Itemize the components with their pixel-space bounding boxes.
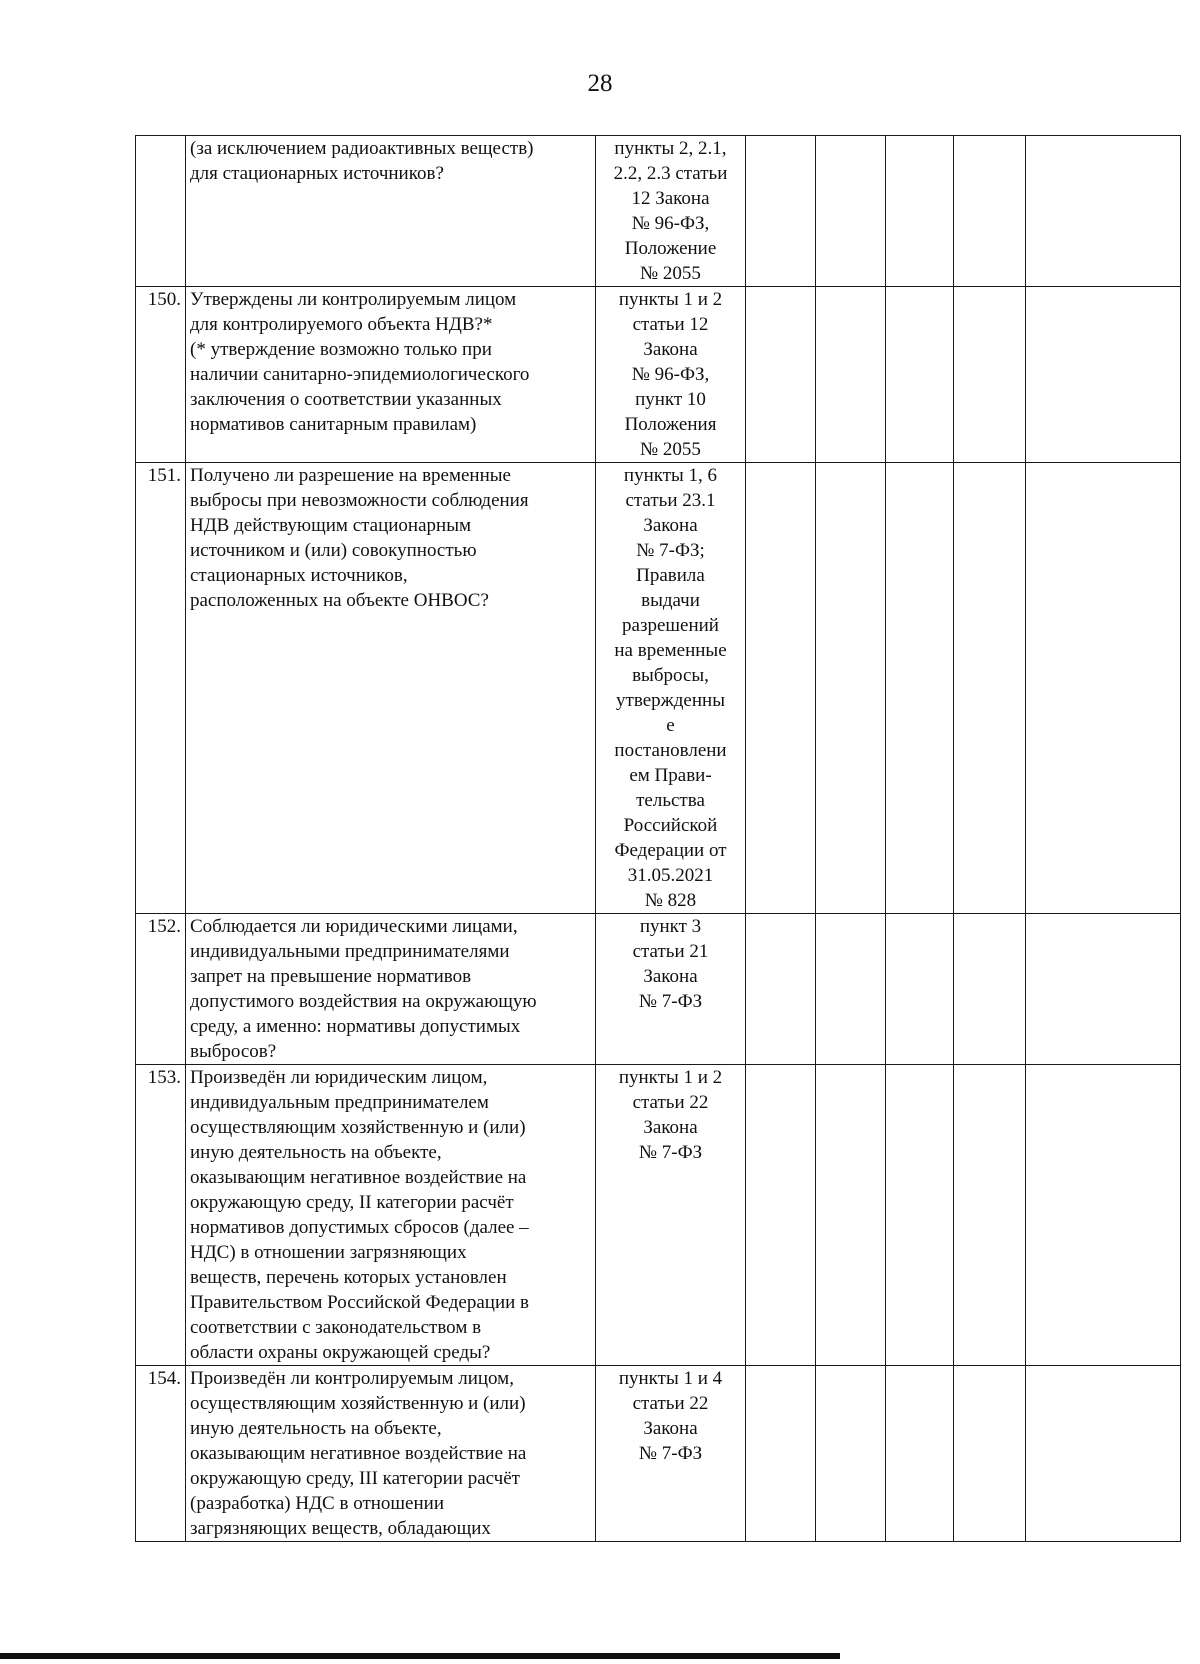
note-cell <box>1026 914 1181 1065</box>
answer-cell <box>746 136 816 287</box>
legal-reference: пункты 2, 2.1, 2.2, 2.3 статьи 12 Закона № 96-ФЗ, Положение № 2055 <box>596 136 746 287</box>
answer-cell <box>954 914 1026 1065</box>
requirement-question: Произведён ли контролируемым лицом, осуществляющим хозяйственную и (или) иную деятельность на объекте, оказывающим негативное воздействие на окружающую среду, III категории расчёт (разработка) НДС в отношении загрязняющих веществ, обладающих <box>186 1366 596 1542</box>
legal-reference: пункт 3 статьи 21 Закона № 7-ФЗ <box>596 914 746 1065</box>
answer-cell <box>886 1366 954 1542</box>
answer-cell <box>816 136 886 287</box>
table-row <box>136 1065 1181 1366</box>
row-number: 154. <box>136 1366 186 1542</box>
requirement-question: Произведён ли юридическим лицом, индивидуальным предпринимателем осуществляющим хозяйственную и (или) иную деятельность на объекте, оказывающим негативное воздействие на окружающую среду, II категории расчёт нормативов допустимых сбросов (далее – НДС) в отношении загрязняющих веществ, перечень которых установлен Правительством Российской Федерации в соответствии с законодательством в области охраны окружающей среды? <box>186 1065 596 1366</box>
row-number: 150. <box>136 287 186 463</box>
page-number: 28 <box>587 70 613 97</box>
answer-cell <box>886 1065 954 1366</box>
answer-cell <box>746 1366 816 1542</box>
answer-cell <box>816 463 886 914</box>
row-number: 153. <box>136 1065 186 1366</box>
requirement-question: Получено ли разрешение на временные выбросы при невозможности соблюдения НДВ действующим стационарным источником и (или) совокупностью стационарных источников, расположенных на объекте ОНВОС? <box>186 463 596 914</box>
answer-cell <box>886 136 954 287</box>
table-row <box>136 1366 1181 1542</box>
answer-cell <box>746 1065 816 1366</box>
answer-cell <box>954 1065 1026 1366</box>
requirement-question: Утверждены ли контролируемым лицом для контролируемого объекта НДВ?* (* утверждение возможно только при наличии санитарно-эпидемиологического заключения о соответствии указанных нормативов санитарным правилам) <box>186 287 596 463</box>
answer-cell <box>886 287 954 463</box>
legal-reference: пункты 1 и 2 статьи 12 Закона № 96-ФЗ, пункт 10 Положения № 2055 <box>596 287 746 463</box>
checklist-table <box>135 135 1181 1542</box>
answer-cell <box>816 1366 886 1542</box>
requirement-question: Соблюдается ли юридическими лицами, индивидуальными предпринимателями запрет на превышение нормативов допустимого воздействия на окружающую среду, а именно: нормативы допустимых выбросов? <box>186 914 596 1065</box>
answer-cell <box>954 1366 1026 1542</box>
legal-reference: пункты 1 и 4 статьи 22 Закона № 7-ФЗ <box>596 1366 746 1542</box>
answer-cell <box>954 136 1026 287</box>
answer-cell <box>746 287 816 463</box>
answer-cell <box>954 287 1026 463</box>
answer-cell <box>886 914 954 1065</box>
note-cell <box>1026 1065 1181 1366</box>
table-row <box>136 136 1181 287</box>
answer-cell <box>886 463 954 914</box>
answer-cell <box>816 1065 886 1366</box>
answer-cell <box>816 914 886 1065</box>
scan-edge-line <box>0 1653 840 1659</box>
row-number: 152. <box>136 914 186 1065</box>
answer-cell <box>746 914 816 1065</box>
requirement-question: (за исключением радиоактивных веществ) для стационарных источников? <box>186 136 596 287</box>
table-row <box>136 463 1181 914</box>
table-row <box>136 914 1181 1065</box>
row-number <box>136 136 186 287</box>
note-cell <box>1026 136 1181 287</box>
answer-cell <box>746 463 816 914</box>
answer-cell <box>816 287 886 463</box>
note-cell <box>1026 287 1181 463</box>
row-number: 151. <box>136 463 186 914</box>
table-row <box>136 287 1181 463</box>
note-cell <box>1026 1366 1181 1542</box>
answer-cell <box>954 463 1026 914</box>
legal-reference: пункты 1 и 2 статьи 22 Закона № 7-ФЗ <box>596 1065 746 1366</box>
note-cell <box>1026 463 1181 914</box>
legal-reference: пункты 1, 6 статьи 23.1 Закона № 7-ФЗ; Правила выдачи разрешений на временные выбросы, утвержденны е постановлени ем Прави- тельства Российской Федерации от 31.05.2021 № 828 <box>596 463 746 914</box>
